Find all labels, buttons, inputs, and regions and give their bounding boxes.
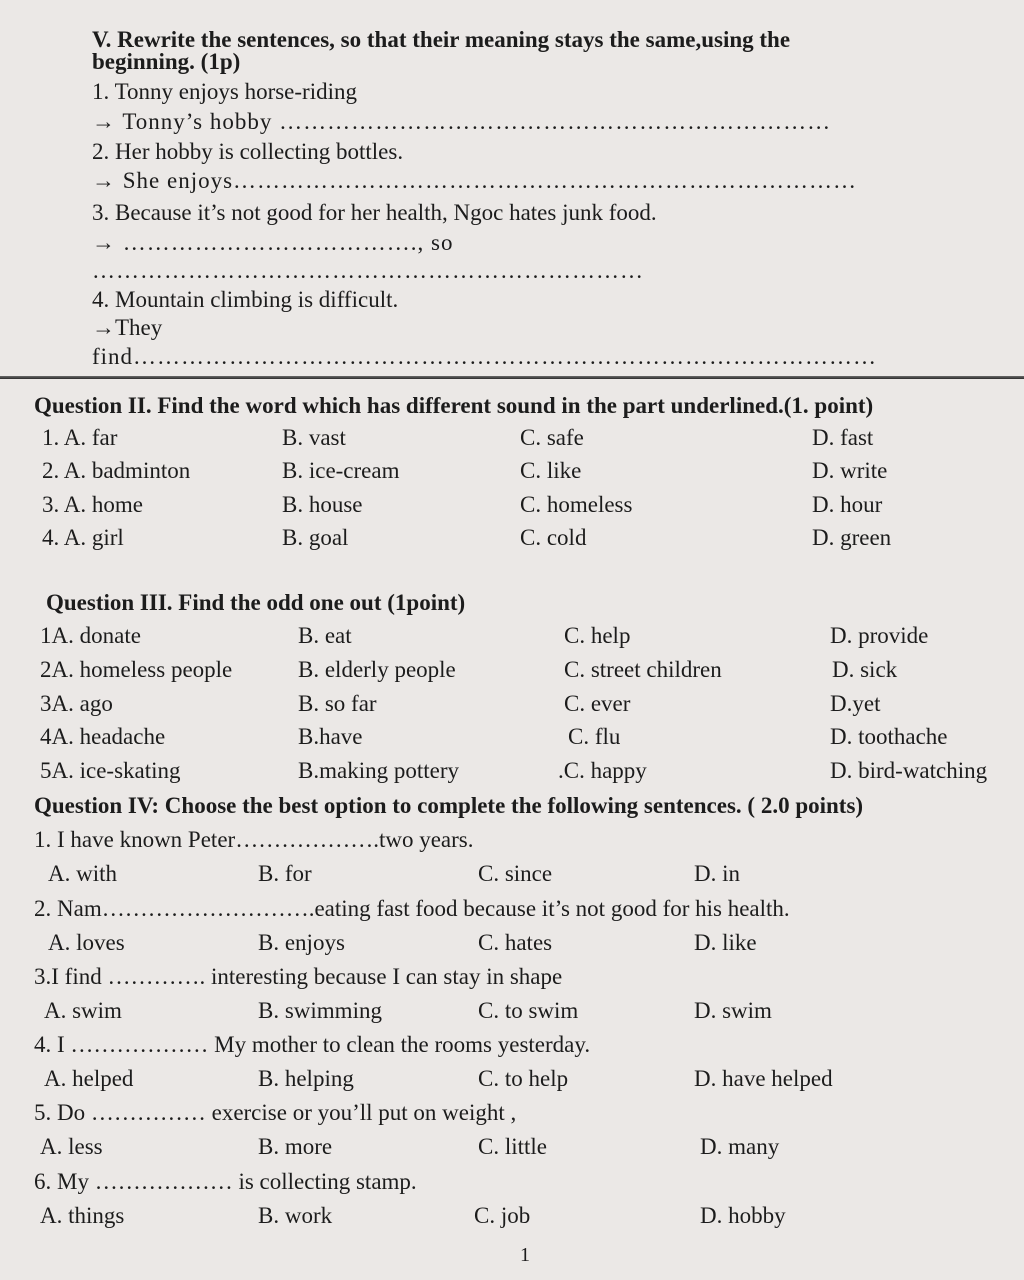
page-divider <box>0 376 1024 379</box>
answer-option: C. job <box>474 1203 531 1228</box>
section3-option: D. provide <box>830 623 929 648</box>
section2-option: 2. A. badminton <box>42 458 191 483</box>
answer-option: B. work <box>258 1203 333 1228</box>
section3-option: D. toothache <box>830 724 948 749</box>
section5-title-line2: beginning. (1p) <box>92 49 241 74</box>
answer-option: D. hobby <box>700 1203 786 1228</box>
section3-option: B. elderly people <box>298 657 456 682</box>
section2-option: B. ice-cream <box>282 458 400 483</box>
answer-option: D. swim <box>694 998 772 1023</box>
question-stem: 5. Do …………… exercise or you’ll put on weight , <box>34 1100 517 1125</box>
section3-option: .C. happy <box>558 758 647 783</box>
answer-option: A. swim <box>44 998 122 1023</box>
section2-option: D. fast <box>812 425 874 450</box>
section2-option: C. cold <box>520 525 587 550</box>
section2-option: D. write <box>812 458 888 483</box>
section3-option: 2A. homeless people <box>40 657 233 682</box>
section2-option: C. homeless <box>520 492 633 517</box>
section2-option: C. like <box>520 458 582 483</box>
section5-line: …………………………………………………………… <box>92 258 644 283</box>
section2-title: Question II. Find the word which has different sound in the part underlined.(1. point) <box>34 393 874 418</box>
section3-option: C. help <box>564 623 631 648</box>
section3-option: 1A. donate <box>40 623 141 648</box>
section2-option: B. goal <box>282 525 349 550</box>
section2-option: 1. A. far <box>42 425 118 450</box>
question-stem: 2. Nam……………………….eating fast food because it’s not good for his health. <box>34 896 790 921</box>
answer-option: B. helping <box>258 1066 354 1091</box>
question-stem: 3.I find …………. interesting because I can stay in shape <box>34 964 563 989</box>
answer-option: C. hates <box>478 930 553 955</box>
section5-line: 4. Mountain climbing is difficult. <box>92 287 399 312</box>
answer-option: C. to swim <box>478 998 579 1023</box>
section3-option: 5A. ice-skating <box>40 758 181 783</box>
section5-title-line1: V. Rewrite the sentences, so that their meaning stays the same,using the <box>92 27 791 52</box>
section3-option: C. street children <box>564 657 722 682</box>
answer-option: A. loves <box>48 930 125 955</box>
section3-option: C. ever <box>564 691 631 716</box>
answer-option: D. have helped <box>694 1066 833 1091</box>
answer-option: A. helped <box>44 1066 134 1091</box>
section3-option: C. flu <box>568 724 621 749</box>
page-number: 1 <box>520 1244 530 1266</box>
section5-line: →They <box>92 315 163 340</box>
answer-option: A. less <box>40 1134 103 1159</box>
section2-option: D. hour <box>812 492 883 517</box>
answer-option: C. since <box>478 861 553 886</box>
section3-option: B.have <box>298 724 363 749</box>
answer-option: D. like <box>694 930 757 955</box>
question-stem: 1. I have known Peter……………….two years. <box>34 827 474 852</box>
section3-option: B. eat <box>298 623 352 648</box>
answer-option: B. for <box>258 861 312 886</box>
question-stem: 4. I ……………… My mother to clean the rooms yesterday. <box>34 1032 591 1057</box>
answer-option: A. with <box>48 861 117 886</box>
section2-option: D. green <box>812 525 892 550</box>
section4-title: Question IV: Choose the best option to complete the following sentences. ( 2.0 points) <box>34 793 864 818</box>
answer-option: C. little <box>478 1134 547 1159</box>
section5-line: → She enjoys…………………………………………………………………… <box>92 168 858 193</box>
answer-option: B. enjoys <box>258 930 345 955</box>
section2-option: B. house <box>282 492 363 517</box>
section2-option: B. vast <box>282 425 346 450</box>
section3-option: B. so far <box>298 691 377 716</box>
section3-option: B.making pottery <box>298 758 459 783</box>
answer-option: D. in <box>694 861 740 886</box>
question-stem: 6. My ……………… is collecting stamp. <box>34 1169 417 1194</box>
section5-line: 3. Because it’s not good for her health, Ngoc hates junk food. <box>92 200 657 225</box>
answer-option: D. many <box>700 1134 780 1159</box>
section3-title: Question III. Find the odd one out (1point) <box>46 590 466 615</box>
section5-line: 2. Her hobby is collecting bottles. <box>92 139 404 164</box>
answer-option: C. to help <box>478 1066 569 1091</box>
section5-line: → Tonny’s hobby …………………………………………………………… <box>92 109 832 134</box>
section5-line: 1. Tonny enjoys horse-riding <box>92 79 357 104</box>
section2-option: 3. A. home <box>42 492 143 517</box>
section2-option: 4. A. girl <box>42 525 124 550</box>
section3-option: 4A. headache <box>40 724 166 749</box>
answer-option: B. more <box>258 1134 333 1159</box>
section3-option: D. bird-watching <box>830 758 988 783</box>
section5-line: find………………………………………………………………………………… <box>92 344 878 369</box>
section3-option: D. sick <box>832 657 898 682</box>
section5-line: → ………………………………., so <box>92 230 454 255</box>
section2-option: C. safe <box>520 425 584 450</box>
section3-option: D.yet <box>830 691 881 716</box>
answer-option: B. swimming <box>258 998 382 1023</box>
answer-option: A. things <box>40 1203 125 1228</box>
section3-option: 3A. ago <box>40 691 113 716</box>
